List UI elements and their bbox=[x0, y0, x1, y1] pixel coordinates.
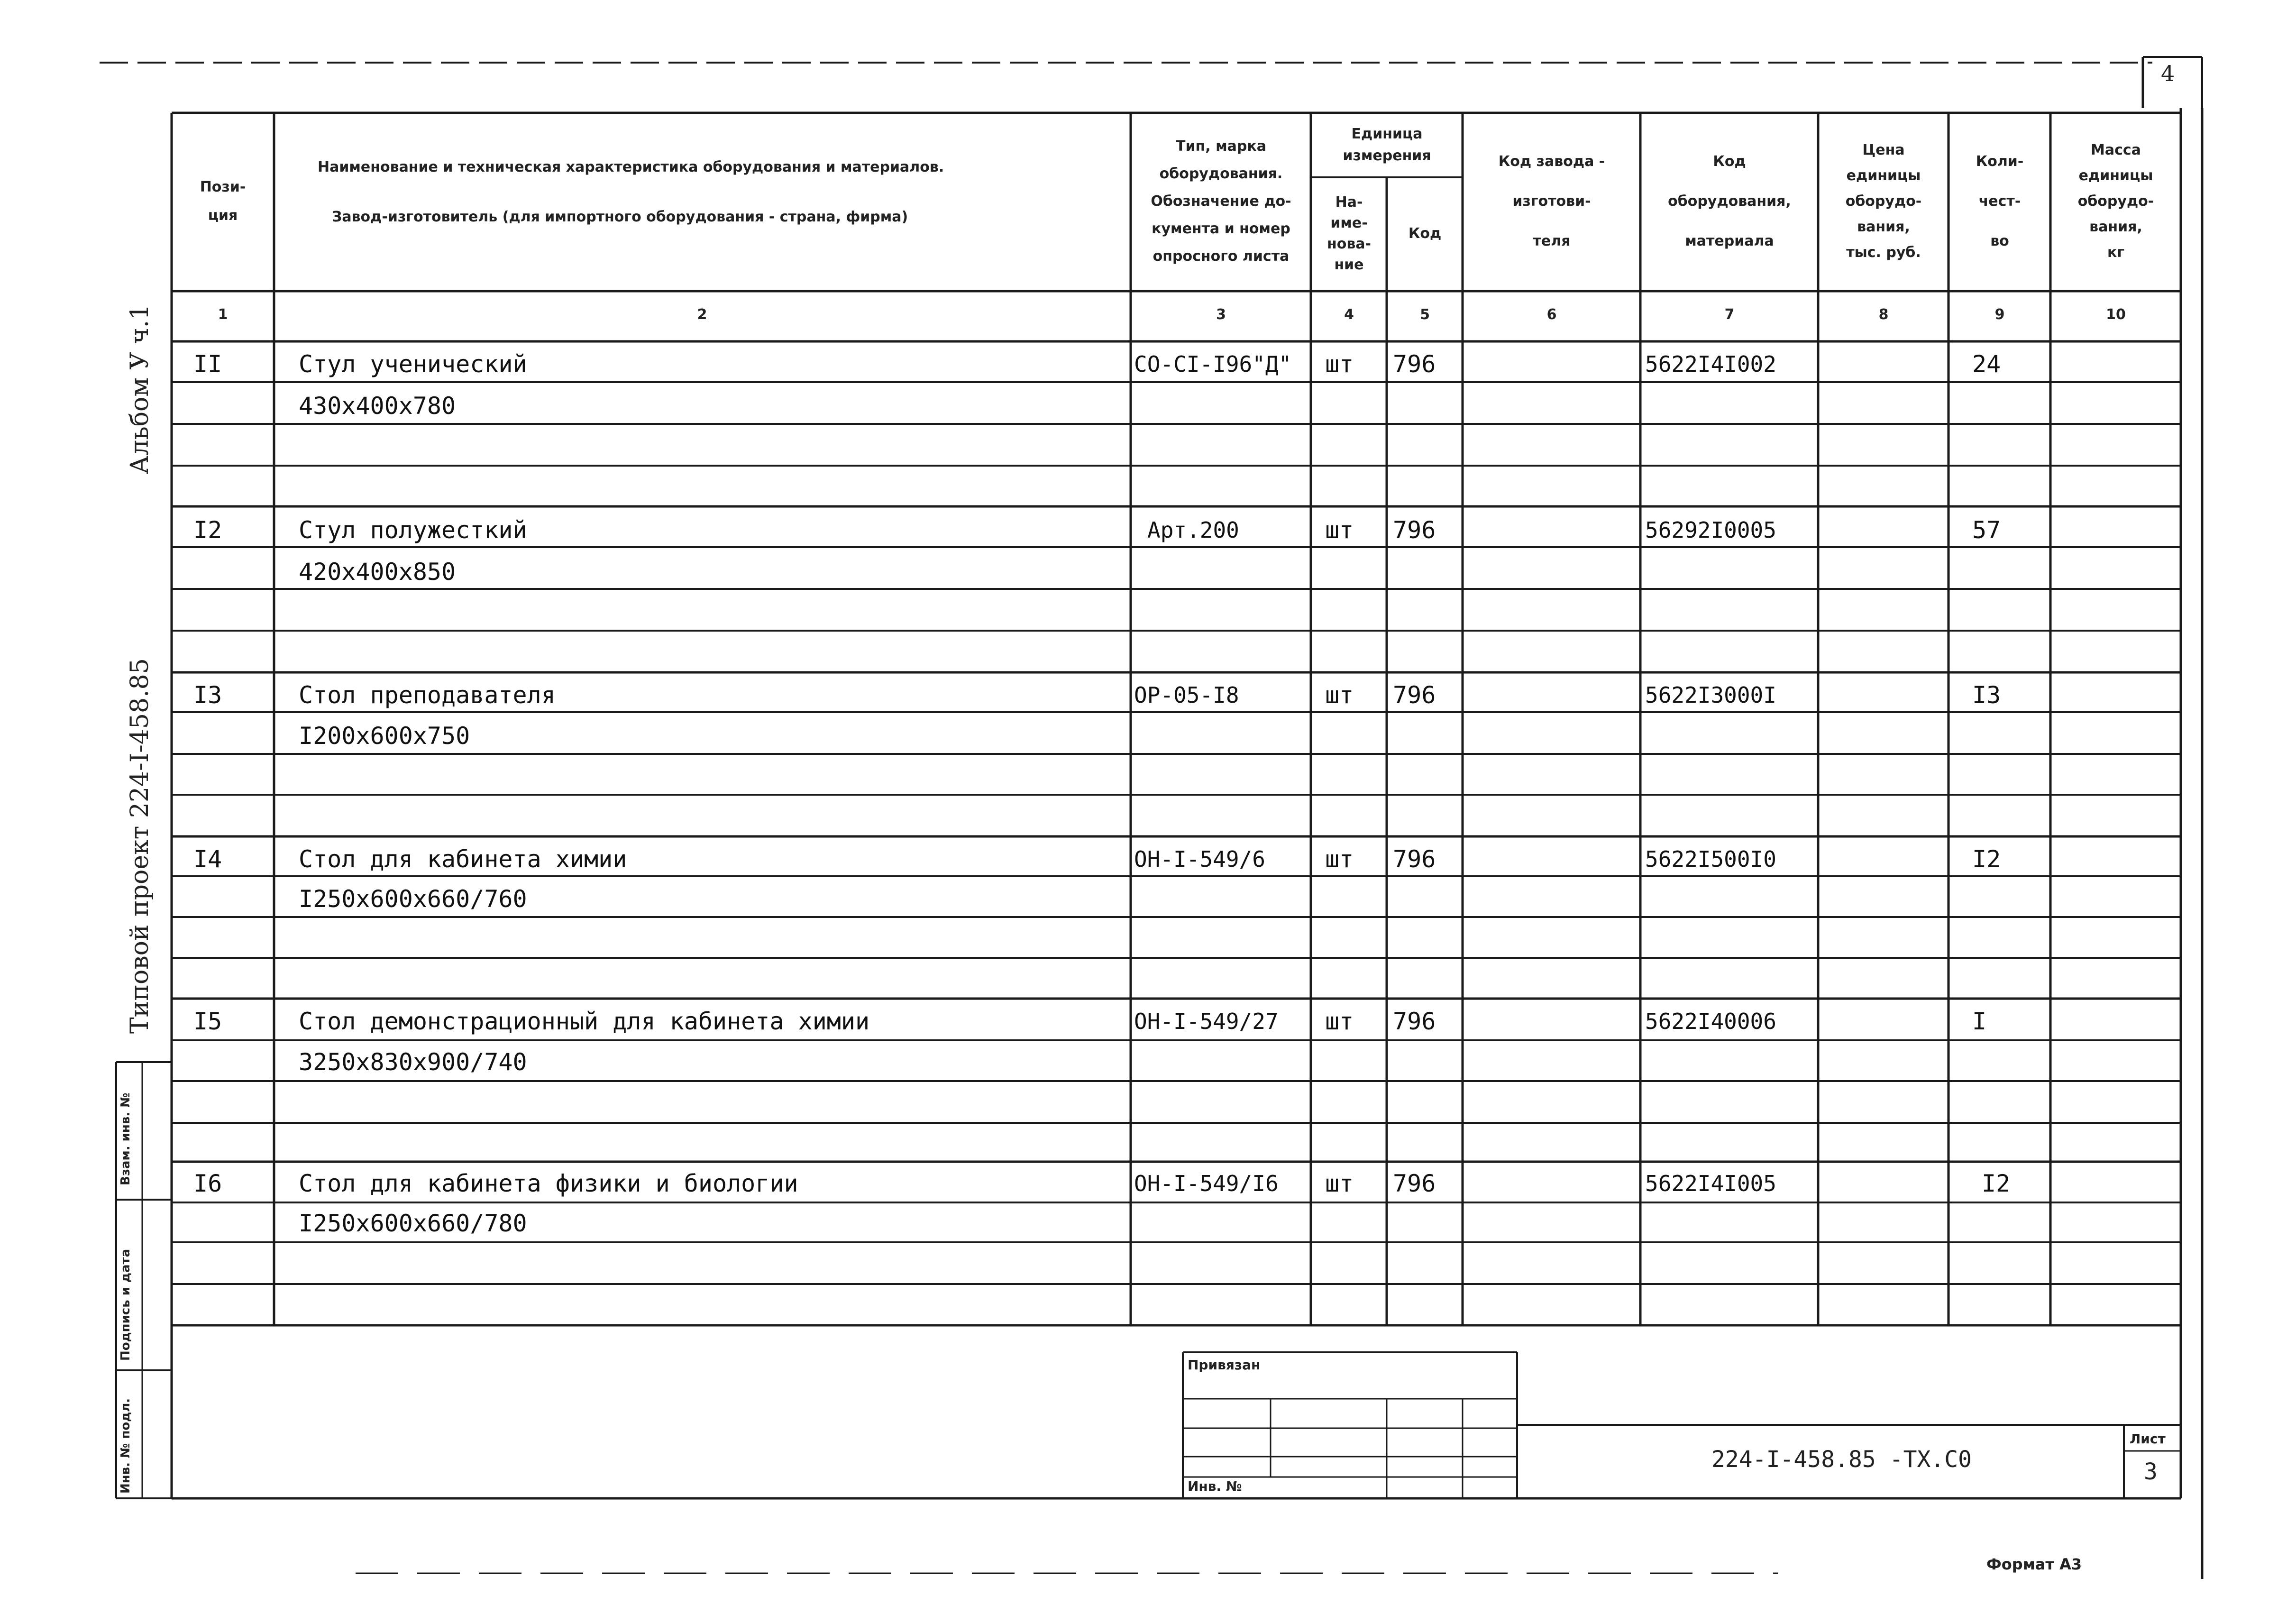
document-number: 224-I-458.85 -ТХ.С0 bbox=[1711, 1446, 1972, 1473]
row-type: ОН-I-549/27 bbox=[1134, 1009, 1279, 1034]
row-unit: шт bbox=[1325, 1170, 1354, 1197]
stamp-inv-no: Инв. № bbox=[1188, 1478, 1242, 1494]
header-unit: Единица измерения bbox=[1343, 126, 1431, 164]
row-type: ОР-05-I8 bbox=[1134, 682, 1239, 708]
row-unit-code: 796 bbox=[1393, 845, 1436, 873]
row-unit-code: 796 bbox=[1393, 350, 1436, 378]
header-unit-name: На- име- нова- ние bbox=[1326, 194, 1372, 273]
row-type: Арт.200 bbox=[1147, 517, 1239, 543]
column-number: 1 bbox=[218, 306, 228, 323]
row-quantity: 57 bbox=[1972, 516, 2001, 544]
inv-vzam-label: Взам. инв. № bbox=[119, 1092, 133, 1185]
sheet-label: Лист bbox=[2130, 1431, 2166, 1447]
sign-date-label: Подпись и дата bbox=[119, 1248, 133, 1361]
row-quantity: I2 bbox=[1982, 1170, 2011, 1197]
column-number: 7 bbox=[1724, 306, 1735, 323]
row-position: I4 bbox=[193, 845, 222, 873]
header-equipment-code: Код оборудования, материала bbox=[1668, 153, 1791, 249]
header-unit-code: Код bbox=[1408, 225, 1442, 242]
row-unit-code: 796 bbox=[1393, 516, 1436, 544]
row-name: Стол для кабинета химии bbox=[299, 845, 627, 873]
column-number: 3 bbox=[1216, 306, 1226, 323]
row-size: I250x600x660/780 bbox=[299, 1210, 527, 1237]
format-label: Формат А3 bbox=[1986, 1555, 2082, 1573]
row-type: ОН-I-549/6 bbox=[1134, 846, 1265, 872]
header-maker: Завод-изготовитель (для импортного оборудования - страна, фирма) bbox=[332, 209, 908, 225]
row-position: I5 bbox=[193, 1008, 222, 1035]
header-name: Наименование и техническая характеристика оборудования и материалов. bbox=[318, 159, 944, 175]
row-position: I2 bbox=[193, 516, 222, 544]
album-label: Альбом У ч.1 bbox=[126, 304, 154, 474]
column-number: 9 bbox=[1994, 306, 2005, 323]
row-unit-code: 796 bbox=[1393, 1170, 1436, 1197]
row-size: 3250x830x900/740 bbox=[299, 1048, 527, 1076]
row-name: Стол преподавателя bbox=[299, 681, 556, 709]
stamp-privyazan: Привязан bbox=[1188, 1357, 1261, 1373]
row-name: Стол демонстрационный для кабинета химии bbox=[299, 1008, 870, 1035]
column-number: 10 bbox=[2106, 306, 2126, 323]
row-position: I6 bbox=[193, 1170, 222, 1197]
header-mass: Масса единицы оборудо- вания, кг bbox=[2077, 142, 2154, 261]
column-number: 8 bbox=[1878, 306, 1889, 323]
row-type: СО-СI-I96"Д" bbox=[1134, 351, 1292, 377]
header-type: Тип, марка оборудования. Обозначение до- кумента и номер опросного листа bbox=[1151, 138, 1291, 265]
row-size: I250x600x660/760 bbox=[299, 885, 527, 913]
row-equipment-code: 5622I4I005 bbox=[1645, 1171, 1776, 1196]
row-size: 420x400x850 bbox=[299, 558, 456, 586]
row-unit-code: 796 bbox=[1393, 1008, 1436, 1035]
row-equipment-code: 56292I0005 bbox=[1645, 517, 1776, 543]
column-number: 4 bbox=[1344, 306, 1354, 323]
column-number: 2 bbox=[697, 306, 707, 323]
header-position: Пози- ция bbox=[200, 179, 246, 224]
row-unit: шт bbox=[1325, 681, 1354, 709]
header-maker-code: Код завода - изготови- теля bbox=[1498, 153, 1605, 249]
row-size: I200x600x750 bbox=[299, 722, 470, 750]
row-position: I3 bbox=[193, 681, 222, 709]
row-type: ОН-I-549/I6 bbox=[1134, 1171, 1279, 1196]
row-position: II bbox=[193, 350, 222, 378]
row-name: Стол для кабинета физики и биологии bbox=[299, 1170, 798, 1197]
header-price: Цена единицы оборудо- вания, тыс. руб. bbox=[1845, 142, 1922, 261]
row-quantity: I bbox=[1972, 1008, 1987, 1035]
row-quantity: 24 bbox=[1972, 350, 2001, 378]
row-name: Стул ученический bbox=[299, 350, 527, 378]
sheet-number: 3 bbox=[2144, 1459, 2158, 1485]
header-quantity: Коли- чест- во bbox=[1976, 153, 2024, 249]
row-unit: шт bbox=[1325, 845, 1354, 873]
row-name: Стул полужесткий bbox=[299, 516, 527, 544]
corner-number: 4 bbox=[2161, 61, 2175, 86]
project-label: Типовой проект 224-I-458.85 bbox=[126, 658, 154, 1034]
column-number: 6 bbox=[1546, 306, 1557, 323]
row-unit: шт bbox=[1325, 516, 1354, 544]
row-quantity: I2 bbox=[1972, 845, 2001, 873]
column-number: 5 bbox=[1420, 306, 1430, 323]
row-equipment-code: 5622I40006 bbox=[1645, 1009, 1776, 1034]
row-equipment-code: 5622I3000I bbox=[1645, 682, 1776, 708]
row-size: 430x400x780 bbox=[299, 392, 456, 420]
row-unit: шт bbox=[1325, 350, 1354, 378]
row-unit-code: 796 bbox=[1393, 681, 1436, 709]
row-equipment-code: 5622I4I002 bbox=[1645, 351, 1776, 377]
inv-podl-label: Инв. № подл. bbox=[119, 1398, 133, 1494]
row-quantity: I3 bbox=[1972, 681, 2001, 709]
row-equipment-code: 5622I500I0 bbox=[1645, 846, 1776, 872]
row-unit: шт bbox=[1325, 1008, 1354, 1035]
